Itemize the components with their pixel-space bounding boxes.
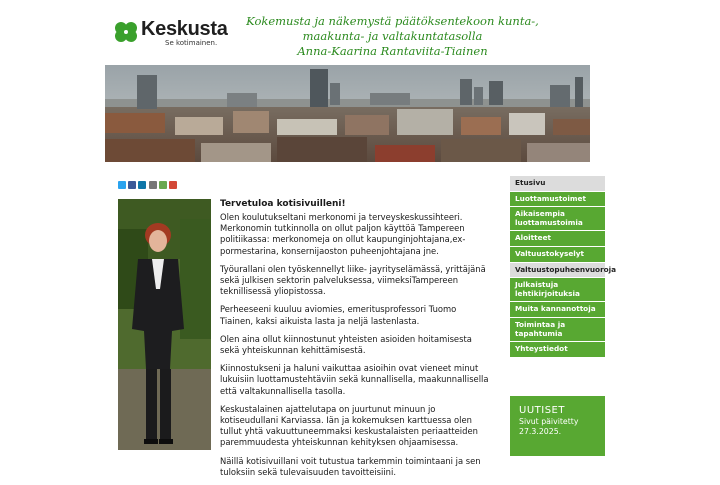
nav-item-aikaisempia-luottamustoimia[interactable]: Aikaisempia luottamustoimia	[510, 207, 605, 231]
nav-item-valtuustokyselyt[interactable]: Valtuustokyselyt	[510, 247, 605, 263]
logo-tagline: Se kotimainen.	[165, 39, 218, 47]
article-paragraph: Näillä kotisivuillani voit tutustua tarkemmin toimintaani ja sen tuloksiin sekä tulevaisuuden tavoitteisiini.	[220, 455, 481, 477]
article-paragraph: Kiinnostukseni ja haluni vaikuttaa asioihin ovat vieneet minut lukuisiin luottamustehtäviin sekä kunnallisella, maakunnallisella että valtakunnallisella tasolla.	[220, 363, 489, 396]
nav-item-etusivu[interactable]: Etusivu	[510, 176, 605, 192]
facebook-icon[interactable]	[128, 181, 136, 189]
nav-item-luottamustoimet[interactable]: Luottamustoimet	[510, 192, 605, 208]
nav-item-muita-kannanottoja[interactable]: Muita kannanottoja	[510, 302, 605, 318]
googleplus-icon[interactable]	[169, 181, 177, 189]
article-paragraph: Työurallani olen työskennellyt liike- jayrityselämässä, yrittäjänä sekä julkisen sektorin palveluksessa, viimeksiTampereen teknillisessä yliopistossa.	[220, 263, 486, 297]
article-paragraph: Olen koulutukseltani merkonomi ja terveyskeskussihteeri. Merkonomin tutkinnolla on ollut paljon käyttöä Tampereen politiikassa: merkonomeja on ollut kaupunginjohtajana,ex-pormestarina, konsernijaoston puheenjohtajana jne.	[220, 212, 466, 256]
article-heading: Tervetuloa kotisivuilleni!	[220, 199, 346, 209]
article-paragraph: Olen aina ollut kiinnostunut yhteisten asioiden hoitamisesta sekä yhteiskunnan kehittämisestä.	[220, 333, 472, 356]
nav-item-aloitteet[interactable]: Aloitteet	[510, 231, 605, 247]
nav-item-yhteystiedot[interactable]: Yhteystiedot	[510, 342, 605, 358]
twitter-icon[interactable]	[118, 181, 126, 189]
print-icon[interactable]	[159, 181, 167, 189]
profile-photo	[118, 199, 211, 450]
logo-name: Keskusta	[141, 18, 228, 40]
tagline-line-2: Anna-Kaarina Rantaviita-Tiainen	[297, 44, 488, 58]
nav-item-valtuustopuheenvuoroja[interactable]: Valtuustopuheenvuoroja	[510, 263, 605, 279]
article-paragraph: Perheeseeni kuuluu aviomies, emeritusprofessori Tuomo Tiainen, kaksi aikuista lasta ja neljä lastenlasta.	[220, 304, 457, 326]
site-tagline	[215, 14, 570, 59]
article-paragraph: Keskustalainen ajattelutapa on juurtunut minuun jo kotiseudullani Karviassa. Iän ja kokemuksen karttuessa olen tullut yhtä vakuuttuneemmaksi keskustalaisten periaatteiden paremmuudesta yhteiskunnan kehityksen ohjaamisessa.	[220, 403, 478, 448]
news-box	[510, 396, 605, 456]
welcome-article	[220, 198, 490, 485]
side-navigation	[510, 176, 617, 358]
news-updated: Sivut päivitetty 27.3.2025.	[519, 417, 579, 436]
keskusta-logo[interactable]	[113, 18, 228, 48]
news-title: UUTISET	[519, 405, 565, 416]
email-icon[interactable]	[149, 181, 157, 189]
nav-item-toimintaa-ja-tapahtumia[interactable]: Toimintaa ja tapahtumia	[510, 318, 605, 342]
city-banner-image	[105, 65, 590, 162]
clover-logo-icon	[113, 20, 139, 44]
nav-item-julkaistuja-lehtikirjoituksia[interactable]: Julkaistuja lehtikirjoituksia	[510, 278, 605, 302]
linkedin-icon[interactable]	[138, 181, 146, 189]
tagline-line-1: Kokemusta ja näkemystä päätöksentekoon kunta-, maakunta- ja valtakuntatasolla	[246, 14, 539, 43]
